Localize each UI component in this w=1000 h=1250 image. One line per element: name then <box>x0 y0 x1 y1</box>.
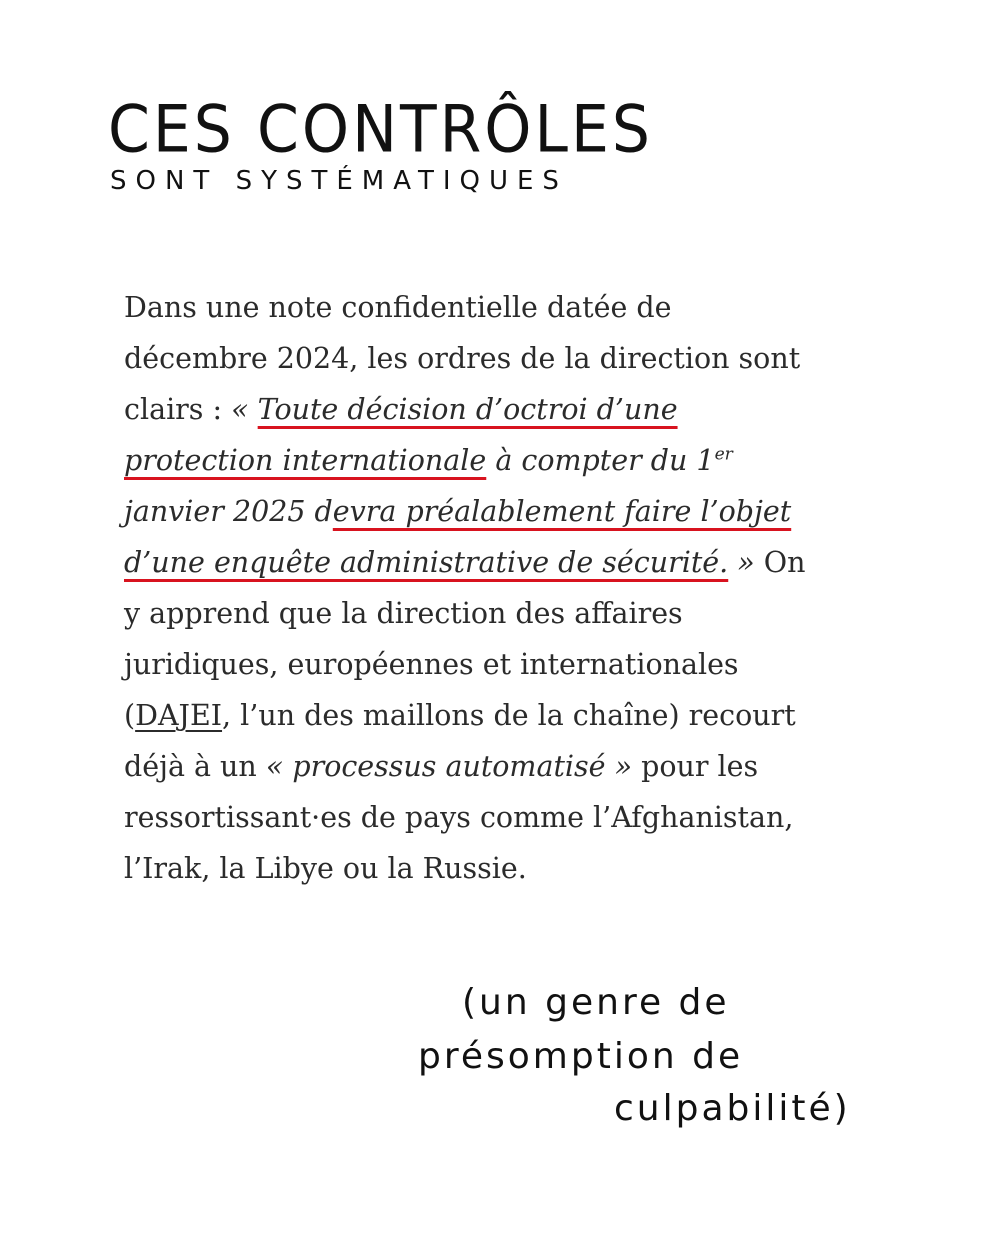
underlined-quote-part-2: evra préalablement faire l’objet d’une enquête administrative de sécurité. <box>124 495 792 579</box>
article-paragraph <box>124 282 814 894</box>
body-text-3: pour les ressortissant·es de pays comme l’Afghanistan, l’Irak, la Libye ou la Russie. <box>124 750 794 885</box>
ordinal-superscript: er <box>714 444 733 465</box>
aside-line-1: (un genre de <box>462 982 730 1023</box>
processus-automatise-term: « processus automatisé » <box>265 750 633 783</box>
acronym-link[interactable]: DAJEI <box>135 699 223 732</box>
aside-line-3: culpabilité) <box>614 1088 851 1129</box>
aside-line-2: présomption de <box>418 1036 744 1077</box>
quote-close-mark: » <box>728 546 755 579</box>
quote-open-mark: « <box>231 393 258 426</box>
underlined-quote-part-1: Toute décision d’octroi d’une protection internationale <box>124 393 678 477</box>
handwritten-title: CES CONTRÔLES <box>108 92 653 168</box>
handwritten-subtitle: SONT SYSTÉMATIQUES <box>110 166 568 196</box>
body-text-1: On y apprend que la direction des affaires juridiques, européennes et internationales ( <box>124 546 806 732</box>
article-excerpt <box>124 282 814 894</box>
quote-part-3: janvier 2025 d <box>124 495 333 528</box>
body-text-2: , l’un des maillons de la chaîne) recourt déjà à un <box>124 699 796 783</box>
intro-text: Dans une note confidentielle datée de décembre 2024, les ordres de la direction sont clairs : <box>124 291 801 426</box>
quote-part-2: à compter du 1 <box>486 444 715 477</box>
